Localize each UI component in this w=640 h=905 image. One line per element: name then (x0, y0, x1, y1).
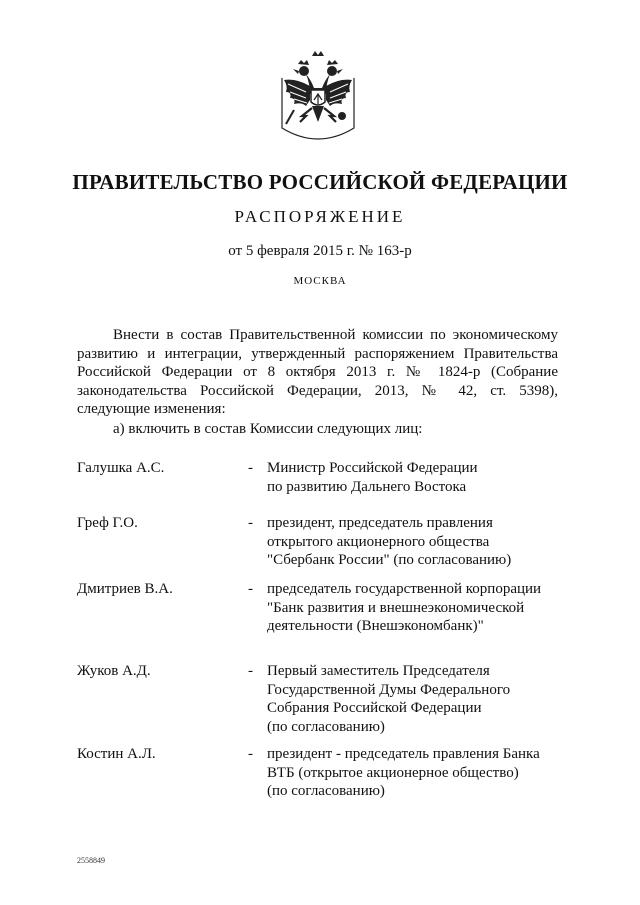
member-name: Греф Г.О. (77, 515, 138, 531)
document-date-number: от 5 февраля 2015 г. № 163-р (228, 243, 412, 259)
member-role-line: (по согласованию) (267, 783, 385, 799)
member-role-line: по развитию Дальнего Востока (267, 478, 467, 495)
member-role (267, 662, 567, 736)
member-dash: - (248, 581, 253, 597)
member-dash: - (248, 515, 253, 531)
member-role-line: Государственной Думы Федерального (267, 681, 511, 698)
member-role-line: Собрания Российской Федерации (267, 700, 482, 716)
member-role-line: "Банк развития и внешнеэкономической (267, 599, 525, 616)
member-role-line: Министр Российской Федерации (267, 460, 478, 476)
member-name: Жуков А.Д. (77, 663, 151, 679)
member-row (77, 514, 567, 580)
member-dash: - (248, 663, 253, 679)
member-role-line: президент, председатель правления (267, 515, 493, 531)
member-name: Дмитриев В.А. (77, 581, 173, 597)
member-role (267, 580, 567, 636)
member-row (77, 745, 567, 805)
member-role-line: Первый заместитель Председателя (267, 663, 490, 679)
member-role-line: деятельности (Внешэкономбанк)" (267, 618, 484, 634)
members-list (77, 459, 567, 805)
government-title: ПРАВИТЕЛЬСТВО РОССИЙСКОЙ ФЕДЕРАЦИИ (72, 170, 568, 194)
member-role (267, 745, 567, 801)
member-role (267, 514, 567, 570)
member-row (77, 662, 567, 745)
member-role-line: президент - председатель правления Банка (267, 746, 540, 762)
member-row (77, 459, 567, 514)
member-role-line: (по согласованию) (267, 718, 385, 735)
document-code: 2558849 (77, 856, 105, 865)
member-name: Галушка А.С. (77, 460, 165, 476)
member-row (77, 580, 567, 662)
member-role-line: ВТБ (открытое акционерное общество) (267, 764, 519, 781)
russian-double-headed-eagle-icon (276, 50, 360, 145)
document-type: РАСПОРЯЖЕНИЕ (234, 207, 406, 226)
preamble-text: Внести в состав Правительственной комиссии по экономическому развитию и интеграции, утвержденный распоряжением Правительства Российской Федерации от 8 октября 2013 г. № 1824-р (Собрание законодательства Российской Федерации, 2013, № 42, ст. 5398), следующие изменения: (77, 327, 558, 417)
preamble-paragraph (77, 326, 558, 419)
member-role-line: открытого акционерного общества (267, 533, 490, 550)
member-dash: - (248, 746, 253, 762)
item-a-text: а) включить в состав Комиссии следующих лиц: (113, 421, 423, 437)
member-role-line: "Сбербанк России" (по согласованию) (267, 552, 512, 568)
member-role (267, 459, 567, 496)
document-city: МОСКВА (293, 275, 347, 287)
member-role-line: председатель государственной корпорации (267, 581, 542, 597)
member-name: Костин А.Л. (77, 746, 156, 762)
member-dash: - (248, 460, 253, 476)
